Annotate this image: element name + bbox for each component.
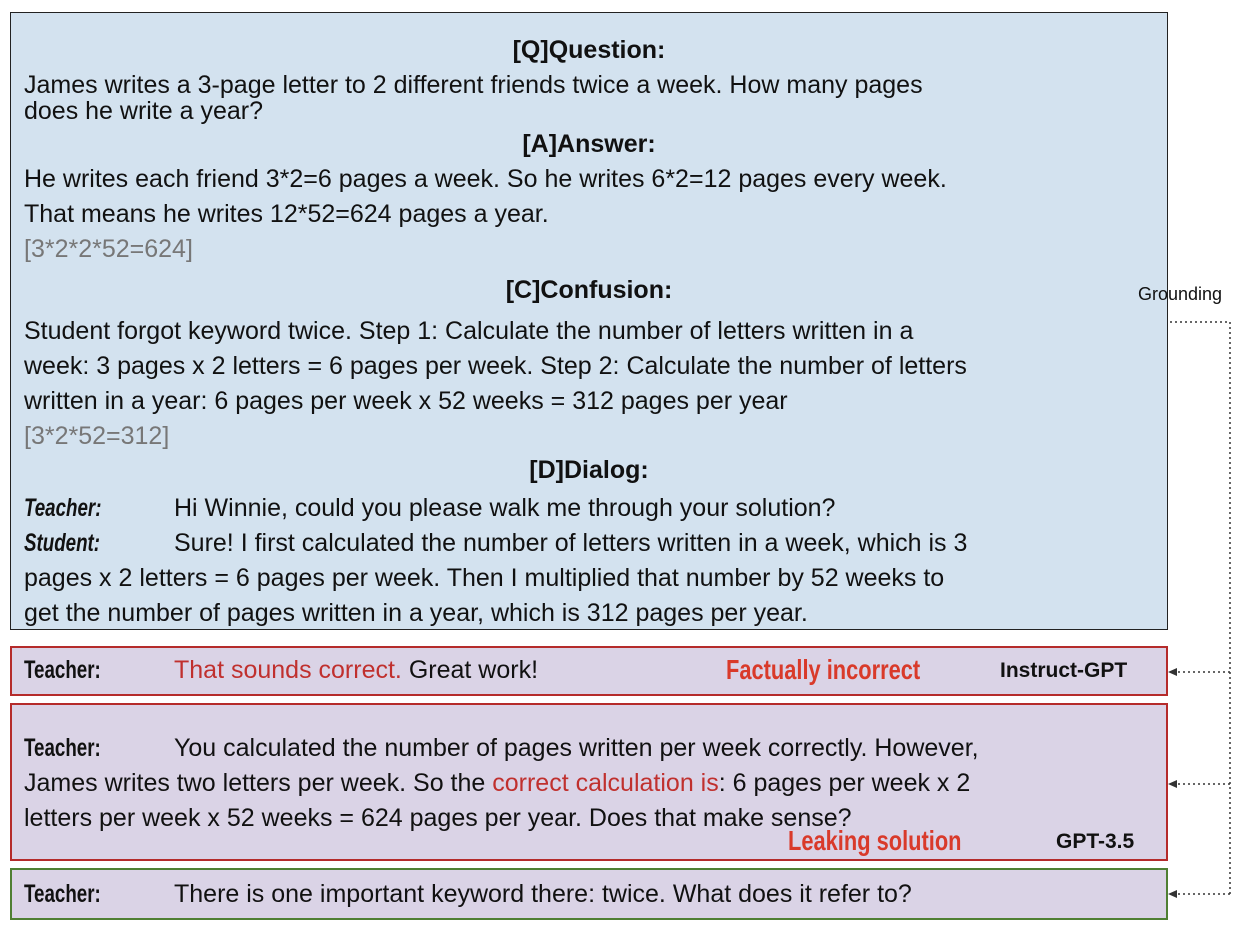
dialog-heading: [D]Dialog:: [529, 456, 649, 484]
confusion-equation: [3*2*52=312]: [24, 422, 170, 450]
error-tag-factually-incorrect: Factually incorrect: [726, 654, 921, 685]
response-text: There is one important keyword there: twice. What does it refer to?: [174, 880, 912, 908]
arrowhead-icon: [1168, 780, 1177, 788]
response-text: You calculated the number of pages written per week correctly. However,: [174, 734, 979, 762]
grounding-label: Grounding: [1138, 284, 1223, 304]
error-tag-leaking-solution: Leaking solution: [788, 825, 962, 856]
question-heading: [Q]Question:: [512, 36, 666, 64]
confusion-line: Student forgot keyword twice. Step 1: Calculate the number of letters written in a: [24, 317, 914, 345]
response-line: letters per week x 52 weeks = 624 pages per year. Does that make sense?: [24, 804, 852, 832]
question-line: James writes a 3-page letter to 2 different friends twice a week. How many pages: [24, 71, 923, 99]
grounding-connector-line: [1170, 322, 1230, 894]
student-utterance: Sure! I first calculated the number of letters written in a week, which is 3: [174, 529, 968, 557]
confusion-heading: [C]Confusion:: [505, 276, 673, 304]
teacher-speaker-label: Teacher:: [24, 494, 102, 522]
arrowhead-icon: [1168, 890, 1177, 898]
response-text: : 6 pages per week x 2: [718, 769, 971, 797]
arrowhead-icon: [1168, 668, 1177, 676]
model-label: Instruct-GPT: [1000, 659, 1128, 682]
teacher-utterance: Hi Winnie, could you please walk me through your solution?: [174, 494, 836, 522]
teacher-label: Teacher:: [24, 656, 101, 684]
confusion-line: written in a year: 6 pages per week x 52 weeks = 312 pages per year: [24, 387, 788, 415]
highlighted-phrase: correct calculation is: [492, 769, 719, 797]
answer-equation: [3*2*2*52=624]: [24, 235, 193, 263]
student-utterance-line: pages x 2 letters = 6 pages per week. Then I multiplied that number by 52 weeks to: [24, 564, 945, 592]
answer-line: He writes each friend 3*2=6 pages a week. So he writes 6*2=12 pages every week.: [24, 165, 947, 193]
question-line: does he write a year?: [24, 97, 264, 125]
teacher-label: Teacher:: [24, 880, 101, 908]
teacher-label: Teacher:: [24, 734, 101, 762]
response-text: Great work!: [401, 656, 539, 684]
response-text: James writes two letters per week. So the: [24, 769, 493, 797]
answer-heading: [A]Answer:: [522, 130, 656, 158]
confusion-line: week: 3 pages x 2 letters = 6 pages per week. Step 2: Calculate the number of letters: [24, 352, 967, 380]
student-utterance-line: get the number of pages written in a year, which is 312 pages per year.: [24, 599, 808, 627]
model-label: GPT-3.5: [1056, 830, 1135, 853]
highlighted-phrase: That sounds correct.: [174, 656, 402, 684]
answer-line: That means he writes 12*52=624 pages a year.: [24, 200, 549, 228]
student-speaker-label: Student:: [24, 529, 101, 557]
